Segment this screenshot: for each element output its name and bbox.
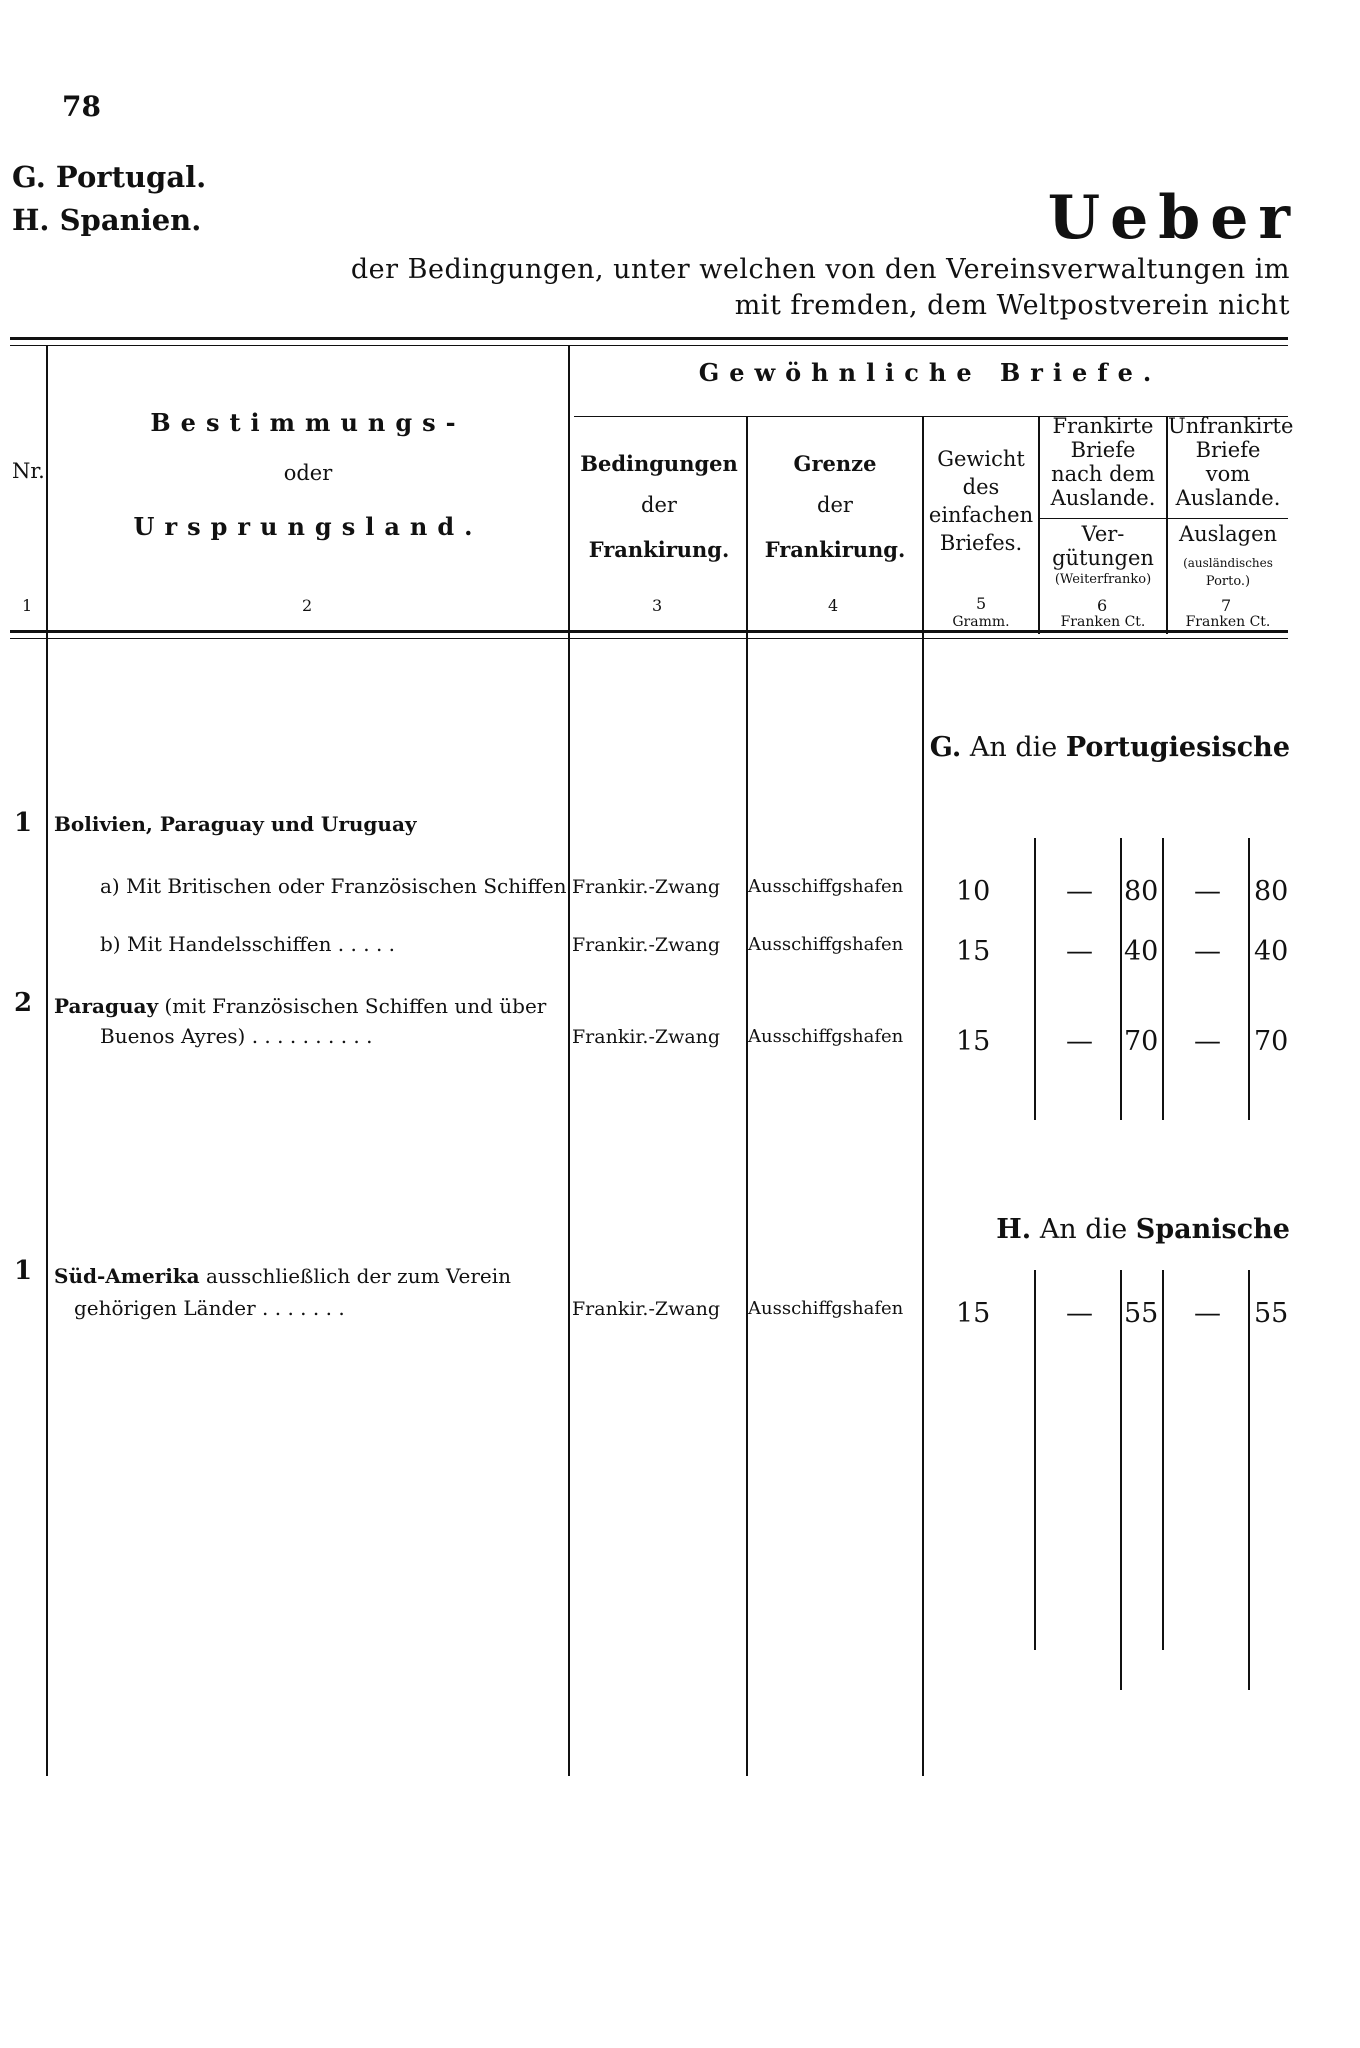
column-number-5: 5 [976, 594, 987, 613]
subtitle-line-1: der Bedingungen, unter welchen von den Vereinsverwaltungen im [350, 254, 1290, 285]
header-compensation-1: Ver- [1081, 522, 1125, 546]
cell-conditions: Frankir.-Zwang [572, 1298, 721, 1320]
row-rule-g-franken-6 [1034, 838, 1036, 1120]
unit-gramm: Gramm. [952, 614, 1010, 630]
row-number: 1 [14, 808, 33, 838]
cell-franken-6: — [1066, 1026, 1093, 1057]
cell-conditions: Frankir.-Zwang [572, 934, 721, 956]
header-limit-3: Frankirung. [764, 537, 906, 562]
section-heading-bold: Portugiesische [1065, 732, 1290, 763]
cell-conditions: Frankir.-Zwang [572, 876, 721, 898]
unit-franken-7: Franken Ct. [1185, 614, 1271, 630]
row-country-rest: ausschließlich der zum Verein [205, 1264, 512, 1288]
col-rule-2 [568, 346, 570, 1776]
cell-centimes-6: 80 [1124, 876, 1159, 907]
cell-franken-6: — [1066, 936, 1093, 967]
row-country: Bolivien, Paraguay und Uruguay [54, 812, 417, 836]
row-rule-h-franken-7 [1162, 1270, 1164, 1650]
header-weight-3: einfachen [928, 503, 1034, 527]
section-heading-h [996, 1214, 1290, 1245]
section-heading-letter: H. [996, 1214, 1032, 1245]
header-destination-3: Ursprungsland. [133, 512, 483, 541]
row-rule-h-franken-6 [1034, 1270, 1036, 1650]
section-heading-text: An die [1039, 1214, 1128, 1245]
cell-centimes-7: 55 [1254, 1298, 1289, 1329]
cell-weight: 15 [956, 1298, 991, 1329]
header-prepaid-4: Auslande. [1050, 486, 1156, 510]
cell-franken-7: — [1194, 1026, 1221, 1057]
column-number-1: 1 [22, 596, 33, 615]
cell-limit: Ausschiffgshafen [748, 876, 904, 897]
header-destination-2: oder [283, 461, 333, 485]
header-limit-1: Grenze [793, 451, 877, 476]
row-rule-g-franken-7 [1162, 838, 1164, 1120]
subrow-label: b) Mit Handelsschiffen . . . . . [100, 932, 396, 956]
subtitle-line-2: mit fremden, dem Weltpostverein nicht [734, 290, 1290, 321]
row-rule-g-centimes-7 [1248, 838, 1250, 1120]
header-prepaid-3: nach dem [1051, 462, 1155, 486]
header-unpaid-2: Briefe [1195, 438, 1261, 462]
header-outlays-2: (ausländisches [1183, 556, 1273, 570]
col-rule-1 [46, 346, 48, 1776]
section-heading-bold: Spanische [1135, 1214, 1290, 1245]
header-bottom-rule-thick [10, 630, 1288, 633]
cell-franken-7: — [1194, 1298, 1221, 1329]
header-conditions-1: Bedingungen [580, 451, 738, 476]
header-compensation-3: (Weiterfranko) [1054, 572, 1152, 587]
page-number: 78 [62, 90, 101, 123]
cell-franken-6: — [1066, 876, 1093, 907]
row-country-line-2: gehörigen Länder . . . . . . . [74, 1296, 345, 1320]
cell-franken-6: — [1066, 1298, 1093, 1329]
row-country: Paraguay [54, 994, 159, 1018]
cell-centimes-7: 80 [1254, 876, 1289, 907]
cell-centimes-7: 70 [1254, 1026, 1289, 1057]
row-country-line-1 [54, 1264, 511, 1288]
header-conditions-3: Frankirung. [588, 537, 730, 562]
section-heading-g [930, 732, 1290, 763]
header-limit-2: der [817, 493, 853, 517]
cell-limit: Ausschiffgshafen [748, 1298, 904, 1319]
subrow-label: a) Mit Britischen oder Französischen Schiffen [100, 874, 567, 898]
cell-weight: 15 [956, 936, 991, 967]
row-rule-h-centimes-6 [1120, 1270, 1122, 1690]
cell-limit: Ausschiffgshafen [748, 1026, 904, 1047]
cell-weight: 10 [956, 876, 991, 907]
cell-franken-7: — [1194, 876, 1221, 907]
header-destination-1: Bestimmungs- [150, 408, 466, 437]
column-number-7: 7 [1221, 596, 1232, 615]
cell-centimes-7: 40 [1254, 936, 1289, 967]
column-number-3: 3 [652, 596, 663, 615]
col-rule-3 [746, 416, 748, 1776]
row-country: Süd-Amerika [54, 1264, 200, 1288]
header-unpaid-4: Auslande. [1175, 486, 1281, 510]
column-number-4: 4 [828, 596, 839, 615]
header-weight-4: Briefes. [939, 531, 1023, 555]
cell-centimes-6: 70 [1124, 1026, 1159, 1057]
header-outlays-3: Porto.) [1205, 574, 1251, 589]
cell-franken-7: — [1194, 936, 1221, 967]
section-heading-letter: G. [929, 732, 962, 763]
row-country-line-2: Buenos Ayres) . . . . . . . . . . [100, 1024, 373, 1048]
row-country-line-1 [54, 994, 546, 1018]
column-number-2: 2 [302, 596, 313, 615]
sub-header-rule [1038, 518, 1288, 519]
header-unpaid-3: vom [1205, 462, 1251, 486]
top-rule-thin [10, 345, 1288, 346]
header-prepaid-1: Frankirte [1052, 414, 1154, 438]
row-number: 1 [14, 1256, 33, 1286]
row-rule-h-centimes-7 [1248, 1270, 1250, 1690]
row-country-rest: (mit Französischen Schiffen und über [164, 994, 547, 1018]
row-number: 2 [14, 988, 33, 1018]
cell-limit: Ausschiffgshafen [748, 934, 904, 955]
header-prepaid-2: Briefe [1070, 438, 1136, 462]
header-weight-1: Gewicht [937, 447, 1025, 471]
row-rule-g-centimes-6 [1120, 838, 1122, 1120]
header-compensation-2: gütungen [1052, 546, 1154, 570]
header-weight-2: des [962, 475, 1000, 499]
unit-franken-6: Franken Ct. [1060, 614, 1146, 630]
cell-centimes-6: 55 [1124, 1298, 1159, 1329]
header-outlays-1: Auslagen [1178, 522, 1278, 546]
section-label-spain: H. Spanien. [12, 203, 202, 237]
header-unpaid-1: Unfrankirte [1168, 414, 1294, 438]
cell-centimes-6: 40 [1124, 936, 1159, 967]
header-group-title: Gewöhnliche Briefe. [698, 358, 1162, 387]
column-number-6: 6 [1097, 596, 1108, 615]
page-title: Ueber [1047, 183, 1300, 253]
top-rule-thick [10, 337, 1288, 340]
section-label-portugal: G. Portugal. [12, 160, 207, 194]
header-bottom-rule-thin [10, 638, 1288, 639]
section-heading-text: An die [969, 732, 1058, 763]
cell-weight: 15 [956, 1026, 991, 1057]
header-nr: Nr. [12, 459, 45, 483]
header-conditions-2: der [641, 493, 677, 517]
cell-conditions: Frankir.-Zwang [572, 1026, 721, 1048]
